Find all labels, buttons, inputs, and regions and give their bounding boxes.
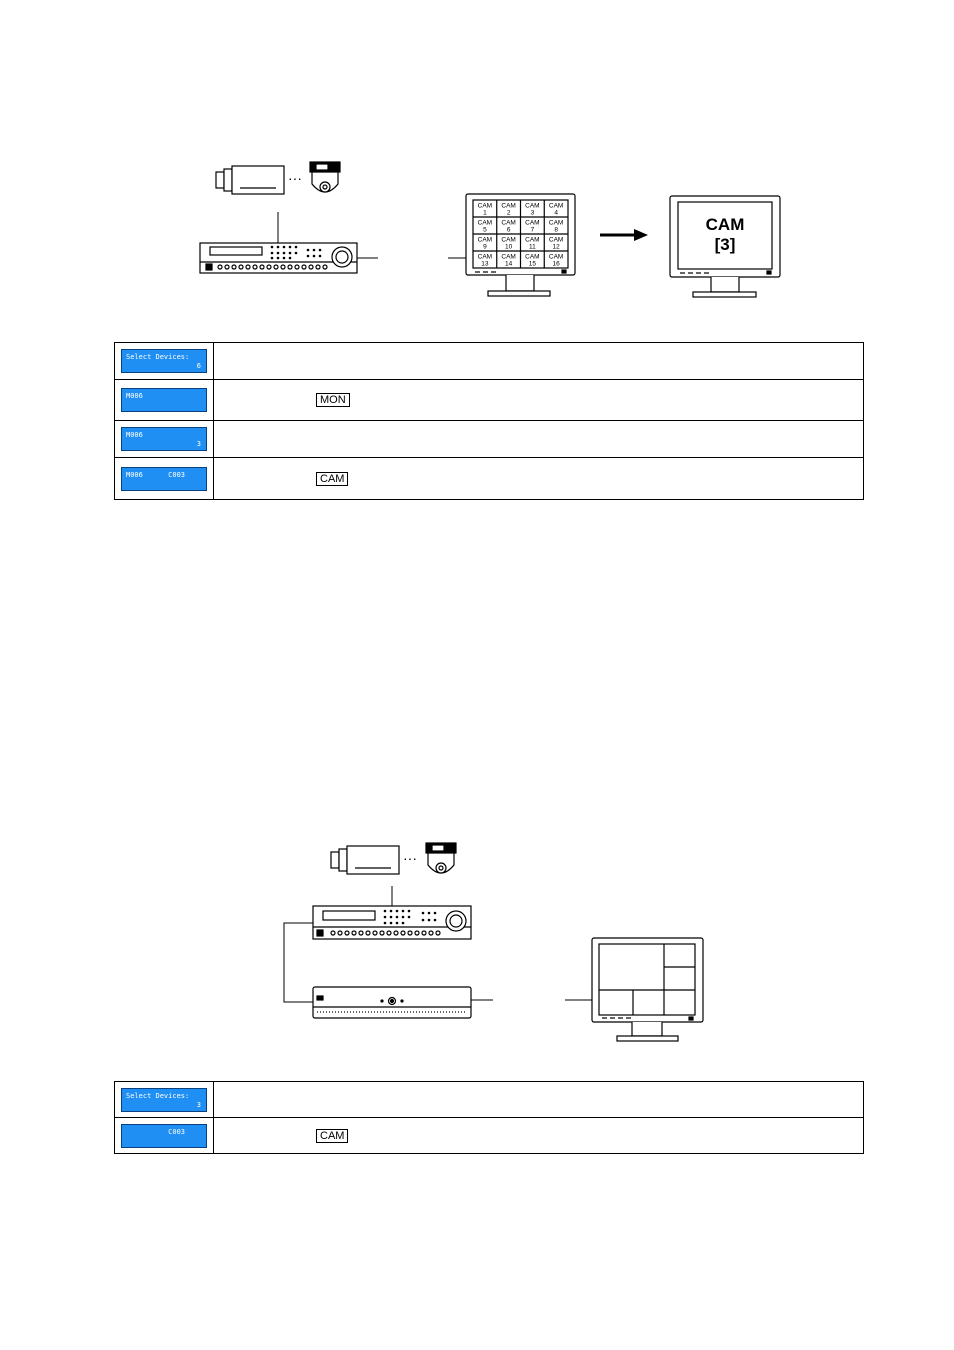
cam-key: CAM (316, 472, 348, 486)
lcd-display (121, 1088, 207, 1112)
step-description (214, 1082, 864, 1118)
lcd-line-2: 3 (196, 440, 201, 448)
lcd-line-1: C003 (126, 1127, 186, 1136)
mon-key: MON (316, 393, 350, 407)
lcd-cell (115, 1118, 214, 1154)
lcd-cell (115, 1082, 214, 1118)
grid-cell-label: CAM (548, 236, 564, 244)
step-description (214, 421, 864, 458)
result-cam-label: CAM (705, 215, 745, 234)
dome-camera-icon (310, 162, 340, 192)
step-description (214, 458, 864, 500)
grid-cell-label: CAM (477, 236, 493, 244)
lcd-line-2: 6 (196, 362, 201, 370)
grid-cell-label: CAM (525, 253, 540, 261)
grid-cell-number: 5 (483, 226, 487, 234)
table-row (115, 1118, 864, 1154)
dvr-recorder-icon (313, 987, 471, 1018)
grid-cell-number: 7 (530, 226, 535, 234)
grid-cell-label: CAM (477, 202, 493, 210)
grid-cell-number: 2 (506, 209, 511, 217)
step-description (214, 380, 864, 421)
grid-cell-label: CAM (477, 219, 493, 227)
grid-cell-number: 13 (481, 260, 489, 268)
lcd-display (121, 1124, 207, 1148)
dome-camera-icon (426, 843, 456, 873)
lcd-display (121, 427, 207, 451)
table-row (115, 380, 864, 421)
controller-keyboard-icon (313, 906, 471, 939)
table-row (115, 1082, 864, 1118)
result-cam-number: [3] (714, 235, 736, 254)
grid-cell-number: 3 (530, 209, 535, 217)
arrow-right-icon (600, 229, 648, 241)
grid-cell-label: CAM (501, 202, 516, 210)
grid-cell-label: CAM (548, 253, 564, 261)
lcd-cell (115, 458, 214, 500)
table-row (115, 421, 864, 458)
grid-cell-label: CAM (501, 236, 516, 244)
grid-cell-number: 11 (529, 243, 536, 251)
lcd-display (121, 349, 207, 373)
grid-cell-label: CAM (525, 202, 540, 210)
grid-cell-number: 12 (552, 243, 560, 251)
figure-2-connection-diagram (275, 835, 715, 1050)
lcd-line-1: M006 (126, 431, 143, 439)
steps-table-2 (114, 1081, 864, 1154)
multi-screen-monitor-icon (592, 938, 703, 1041)
grid-cell-number: 16 (552, 260, 560, 268)
grid-cell-number: 1 (483, 209, 487, 217)
box-camera-icon (216, 166, 284, 194)
lcd-line-1: Select Devices: (126, 353, 190, 361)
cam-key: CAM (316, 1129, 348, 1143)
lcd-display (121, 388, 207, 412)
grid-cell-label: CAM (525, 219, 540, 227)
lcd-line-1: M006 C003 (126, 470, 186, 479)
step-description (214, 1118, 864, 1154)
grid-cell-label: CAM (525, 236, 540, 244)
box-camera-icon (331, 846, 399, 874)
ellipsis-icon: ··· (288, 170, 302, 186)
table-row (115, 343, 864, 380)
lcd-line-1: M006 (126, 392, 143, 400)
step-description (214, 343, 864, 380)
steps-table-1 (114, 342, 864, 500)
grid-cell-label: CAM (501, 219, 516, 227)
lcd-cell (115, 421, 214, 458)
lcd-display (121, 467, 207, 491)
grid-cell-label: CAM (477, 253, 493, 261)
grid-cell-label: CAM (548, 219, 564, 227)
grid-cell-label: CAM (548, 202, 564, 210)
grid-cell-number: 10 (505, 243, 513, 251)
grid-cell-number: 6 (506, 226, 511, 234)
controller-keyboard-icon (200, 243, 357, 273)
lcd-line-1: Select Devices: (126, 1091, 190, 1100)
grid-cell-label: CAM (501, 253, 516, 261)
grid-cell-number: 9 (483, 243, 487, 251)
lcd-cell (115, 380, 214, 421)
grid-cell-number: 8 (554, 226, 558, 234)
figure-1-connection-diagram (190, 150, 810, 305)
ellipsis-icon: ··· (403, 850, 417, 866)
table-row (115, 458, 864, 500)
lcd-line-2: 3 (196, 1100, 201, 1109)
grid-cell-number: 4 (554, 209, 558, 217)
lcd-cell (115, 343, 214, 380)
grid-cell-number: 14 (505, 260, 513, 268)
grid-cell-number: 15 (528, 260, 536, 268)
